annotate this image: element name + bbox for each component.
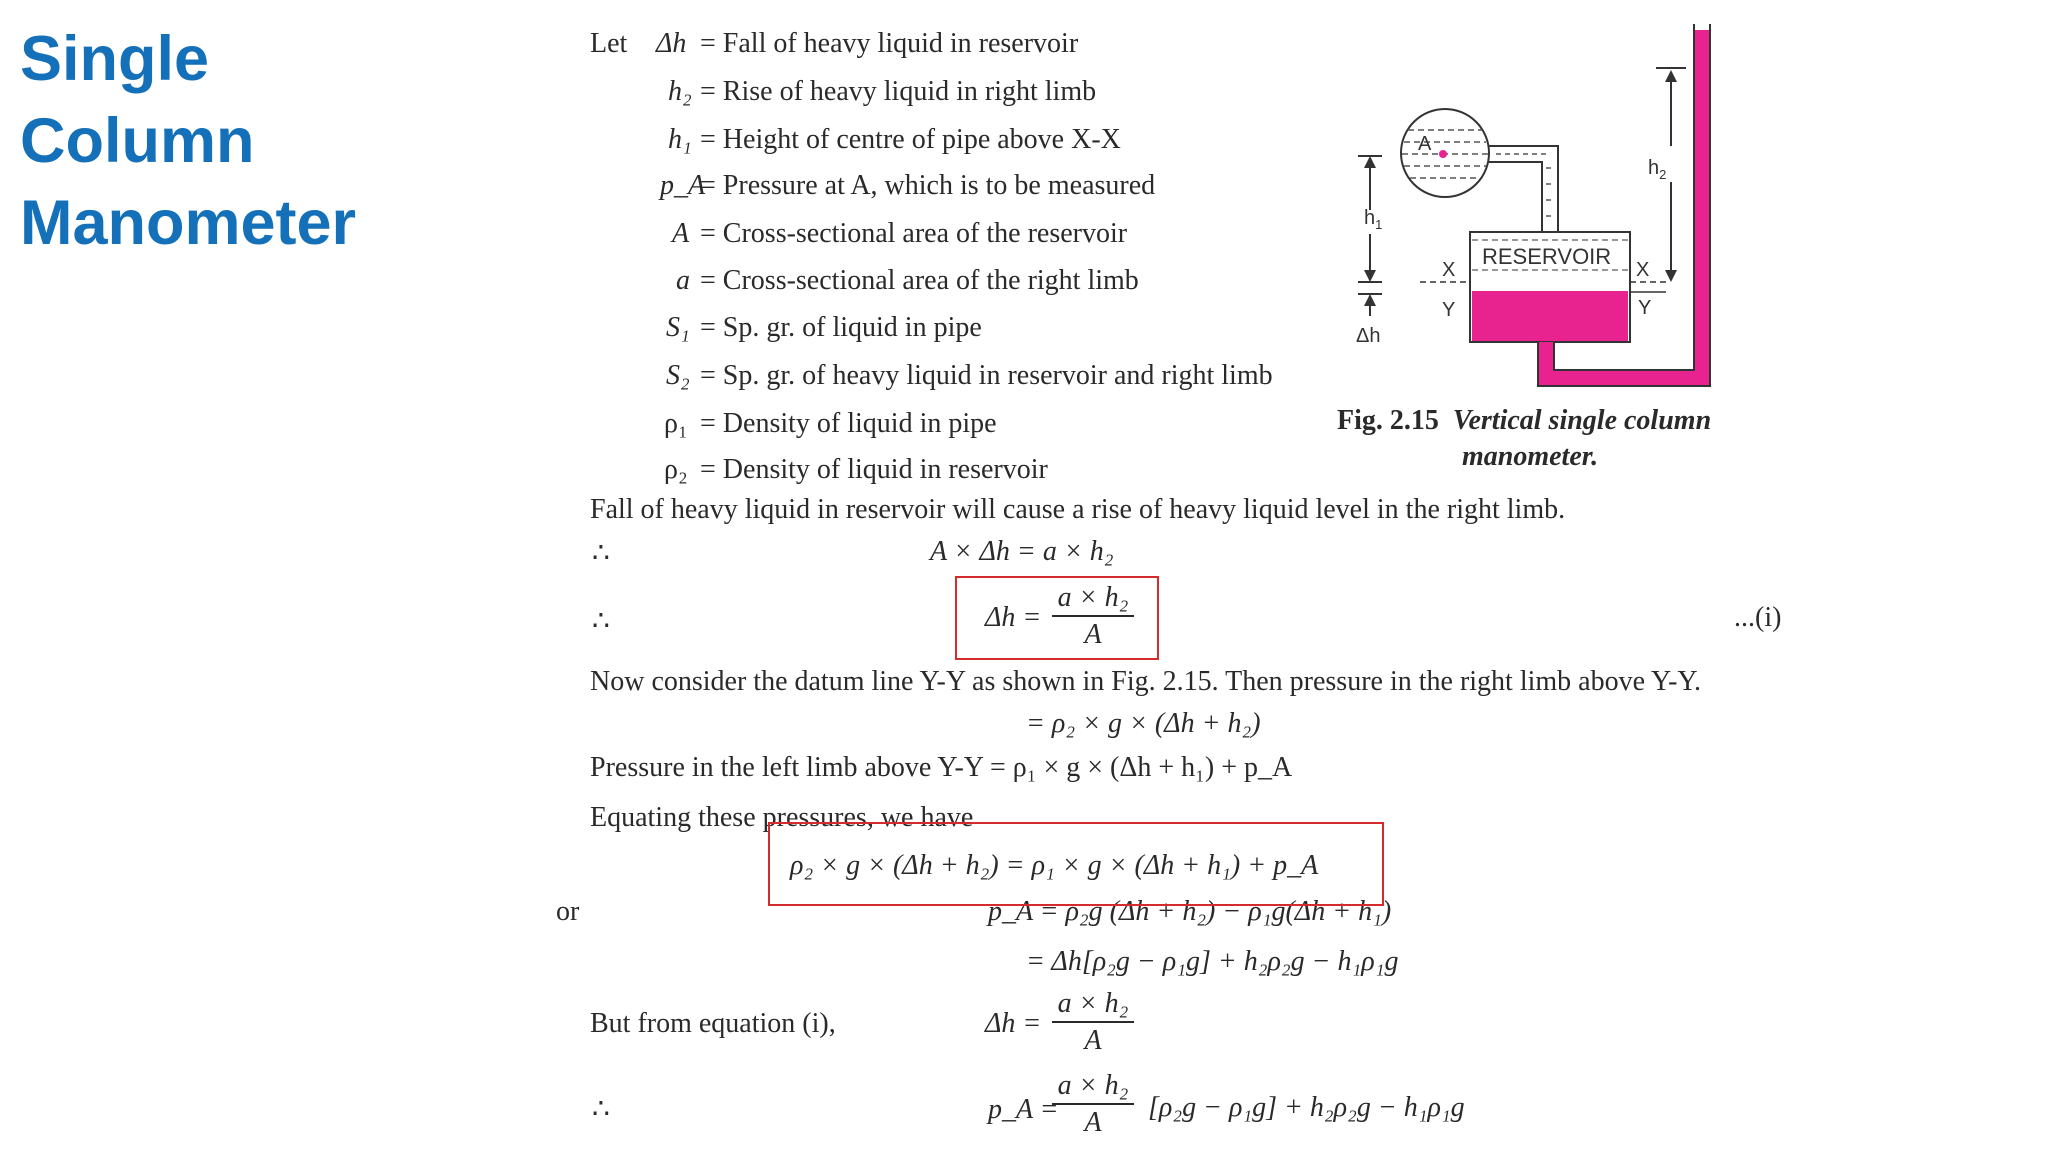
eq4-lhs: p_A = xyxy=(988,1094,1059,1125)
eq3-fraction: a × h₂ A xyxy=(1052,988,1134,1057)
eq4-rest: [ρ₂g − ρ₁g] + h₂ρ₂g − h₁ρ₁g xyxy=(1148,1092,1465,1123)
therefore-1: ∴ xyxy=(592,538,610,569)
equating-line: Equating these pressures, we have xyxy=(590,802,974,833)
reservoir-liquid xyxy=(1472,291,1628,341)
def-sym-rho2: ρ₂ xyxy=(664,454,688,485)
x-left-label: X xyxy=(1442,259,1456,281)
y-left-label: Y xyxy=(1442,299,1456,321)
eq-dh-lhs: Δh = xyxy=(985,602,1042,633)
highlight-box-main-eq xyxy=(768,822,1384,906)
eq-tag-i: ...(i) xyxy=(1734,602,1782,633)
reservoir-label: RESERVOIR xyxy=(1482,244,1612,269)
figure-caption xyxy=(1337,404,1711,438)
but-from-label: But from equation (i), xyxy=(590,1008,836,1039)
eq-pa-2: = Δh[ρ₂g − ρ₁g] + h₂ρ₂g − h₁ρ₁g xyxy=(1026,946,1399,977)
eq-pa-1: p_A = ρ₂g (Δh + h₂) − ρ₁g(Δh + h₁) xyxy=(988,896,1392,927)
point-a-label: A xyxy=(1418,133,1432,155)
def-desc-s1: = Sp. gr. of liquid in pipe xyxy=(700,312,982,343)
let-label: Let xyxy=(590,28,628,59)
manometer-diagram xyxy=(1330,18,1770,388)
eq-area-balance: A × Δh = a × h₂ xyxy=(930,536,1114,567)
def-sym-dh: Δh xyxy=(656,28,687,59)
def-desc-h2: = Rise of heavy liquid in right limb xyxy=(700,76,1097,107)
def-desc-rho1: = Density of liquid in pipe xyxy=(700,408,997,439)
def-sym-h2: h₂ xyxy=(668,76,692,107)
datum-sentence: Now consider the datum line Y-Y as shown in Fig. 2.15. Then pressure in the right limb above Y-Y. xyxy=(590,666,1702,697)
figure-caption-2: manometer. xyxy=(1462,441,1599,472)
def-sym-pa: p_A xyxy=(660,170,706,201)
def-desc-A: = Cross-sectional area of the reservoir xyxy=(700,218,1128,249)
fall-sentence: Fall of heavy liquid in reservoir will cause a rise of heavy liquid level in the right limb. xyxy=(590,494,1566,525)
def-sym-h1: h₁ xyxy=(668,124,692,155)
slide-title: Single Column Manometer xyxy=(20,24,357,258)
therefore-2: ∴ xyxy=(592,606,610,637)
def-sym-s2: S₂ xyxy=(666,360,690,391)
eq4-fraction: a × h₂ A xyxy=(1052,1070,1134,1139)
left-limb-pressure: Pressure in the left limb above Y-Y = ρ₁ × g × (Δh + h₁) + p_A xyxy=(590,752,1293,783)
highlight-box-dh xyxy=(955,576,1159,660)
eq-right-limb: = ρ₂ × g × (Δh + h₂) xyxy=(1026,708,1261,739)
figure-caption-label: Fig. 2.15 xyxy=(1337,405,1439,436)
y-right-label: Y xyxy=(1638,297,1652,319)
h2-label: $h_2$ xyxy=(1648,157,1667,182)
therefore-3: ∴ xyxy=(592,1094,610,1125)
eq3-lhs: Δh = xyxy=(985,1008,1042,1039)
def-sym-A: A xyxy=(672,218,690,249)
x-right-label: X xyxy=(1636,259,1650,281)
def-sym-rho1: ρ₁ xyxy=(664,408,688,439)
h1-label: $h_1$ xyxy=(1364,207,1383,232)
dh-label: Δh xyxy=(1356,325,1381,347)
eq-dh-fraction: a × h₂ A xyxy=(1052,582,1134,651)
def-desc-rho2: = Density of liquid in reservoir xyxy=(700,454,1048,485)
figure-caption-line1: Vertical single column xyxy=(1452,405,1712,436)
eq-main: ρ₂ × g × (Δh + h₂) = ρ₁ × g × (Δh + h₁) + p_A xyxy=(790,850,1319,881)
def-desc-h1: = Height of centre of pipe above X-X xyxy=(700,124,1121,155)
or-label: or xyxy=(556,896,580,927)
point-a-dot xyxy=(1439,150,1447,158)
def-desc-s2: = Sp. gr. of heavy liquid in reservoir and right limb xyxy=(700,360,1273,391)
def-sym-a: a xyxy=(676,265,690,296)
def-sym-s1: S₁ xyxy=(666,312,690,343)
def-desc-dh: = Fall of heavy liquid in reservoir xyxy=(700,28,1079,59)
def-desc-a: = Cross-sectional area of the right limb xyxy=(700,265,1139,296)
def-desc-pa: = Pressure at A, which is to be measured xyxy=(700,170,1156,201)
